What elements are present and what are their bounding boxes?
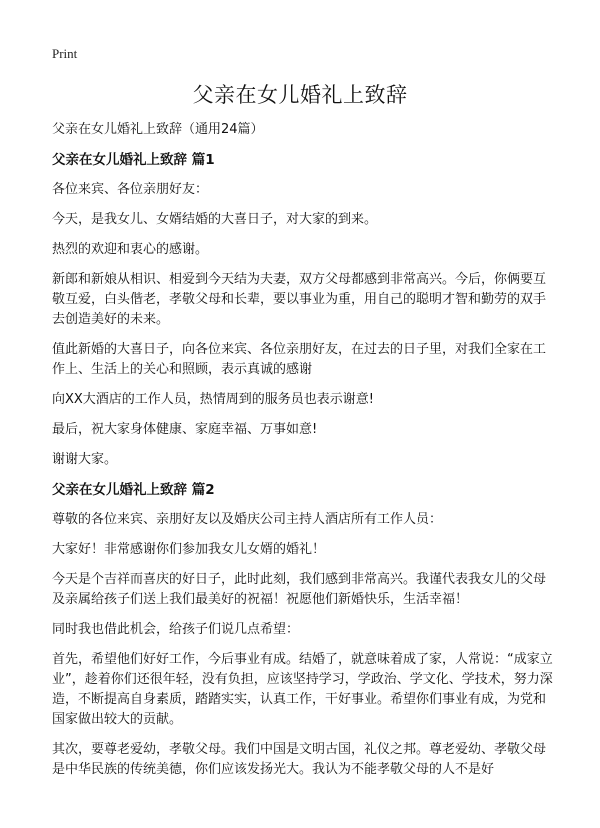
paragraph: 值此新婚的大喜日子，向各位来宾、各位亲朋好友，在过去的日子里，对我们全家在工作上、生活上的关心和照顾，表示真诚的感谢 <box>52 342 547 377</box>
paragraph: 首先，希望他们好好工作，今后事业有成。结婚了，就意味着成了家，人常说：“成家立业”，趁着你们还很年轻，没有负担，应该坚持学习，学政治、学文化、学技术，努力深造，不断提高自身素质，踏踏实实，认真工作，干好事业。希望你们事业有成，为党和国家做出较大的贡献。 <box>52 652 553 727</box>
paragraph: 今天，是我女儿、女婿结婚的大喜日子，对大家的到来。 <box>52 212 378 227</box>
paragraph: 各位来宾、各位亲朋好友： <box>52 182 209 197</box>
paragraph: 大家好！非常感谢你们参加我女儿女婿的婚礼！ <box>52 542 326 557</box>
paragraph: 向XX大酒店的工作人员，热情周到的服务员也表示谢意! <box>52 392 375 407</box>
paragraph: 谢谢大家。 <box>52 452 118 467</box>
section-heading-1: 父亲在女儿婚礼上致辞 篇1 <box>52 152 215 168</box>
paragraph: 热烈的欢迎和衷心的感谢。 <box>52 242 209 257</box>
paragraph: 同时我也借此机会，给孩子们说几点希望： <box>52 622 300 637</box>
section-heading-2: 父亲在女儿婚礼上致辞 篇2 <box>52 482 215 498</box>
document-title: 父亲在女儿婚礼上致辞 <box>192 83 408 107</box>
paragraph: 尊敬的各位来宾、亲朋好友以及婚庆公司主持人酒店所有工作人员： <box>52 512 443 527</box>
document-body <box>52 120 557 790</box>
paragraph: 其次，要尊老爱幼，孝敬父母。我们中国是文明古国，礼仪之邦。尊老爱幼、孝敬父母是中华民族的传统美德，你们应该发扬光大。我认为不能孝敬父母的人不是好 <box>52 742 547 777</box>
print-label: Print <box>52 46 78 61</box>
paragraph: 新郎和新娘从相识、相爱到今天结为夫妻，双方父母都感到非常高兴。今后，你俩要互敬互爱，白头偕老，孝敬父母和长辈，要以事业为重，用自己的聪明才智和勤劳的双手去创造美好的未来。 <box>52 272 547 327</box>
paragraph: 最后，祝大家身体健康、家庭幸福、万事如意! <box>52 422 318 437</box>
document-subtitle: 父亲在女儿婚礼上致辞（通用24篇） <box>52 122 264 137</box>
paragraph: 今天是个吉祥而喜庆的好日子，此时此刻，我们感到非常高兴。我谨代表我女儿的父母及亲属给孩子们送上我们最美好的祝福！祝愿他们新婚快乐，生活幸福！ <box>52 572 547 607</box>
